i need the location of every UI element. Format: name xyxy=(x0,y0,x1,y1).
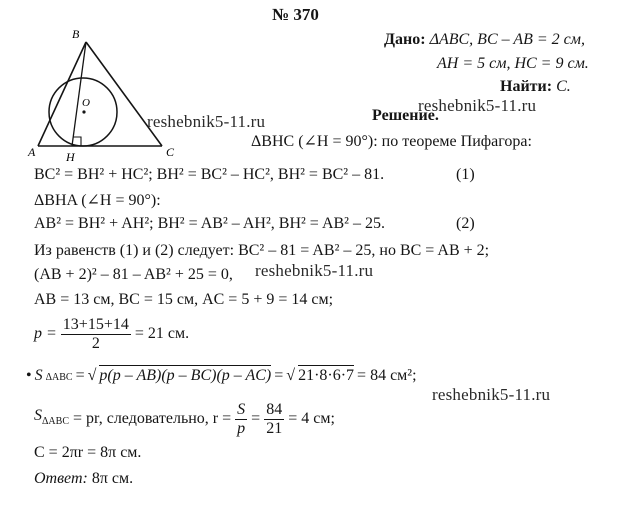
triangle-figure xyxy=(0,0,210,175)
label-c: C xyxy=(166,145,175,159)
watermark-1: reshebnik5-11.ru xyxy=(418,96,537,115)
center-point-o xyxy=(82,110,85,113)
label-o: O xyxy=(82,97,90,109)
solution-line-2: BC² = BH² + HC²; BH² = BC² – HC², BH² = BC² – 81. xyxy=(34,166,385,183)
label-a: A xyxy=(28,145,36,159)
solution-line-4: AB² = BH² + AH²; BH² = AB² – AH², BH² = AB² – 25. xyxy=(34,215,385,232)
given-label: Дано: xyxy=(384,31,426,48)
numeric-radicand: 21·8·6·7 xyxy=(298,367,355,384)
watermark-2: reshebnik5-11.ru xyxy=(147,112,266,131)
fraction-84-over-21: $\frac{84}{21}$ xyxy=(266,400,283,437)
problem-number: № 370 xyxy=(272,5,319,24)
label-h: H xyxy=(66,150,75,164)
semiperimeter-line: p = $\frac{13+15+14}{2}$ = 21 см. xyxy=(34,315,190,352)
label-b: B xyxy=(72,27,80,41)
area-pr-line: $S_{\Delta ABC}$ = pr, следовательно, r = $\frac{S}{p}$ = $\frac{84}{21}$ = 4 см; xyxy=(34,400,335,437)
solution-heading: Решение. xyxy=(372,107,439,124)
answer-label: Ответ: xyxy=(34,470,88,487)
semiperimeter-fraction: $\frac{13+15+14}{2}$ xyxy=(62,315,129,352)
heron-radicand: p(p – AB)(p – BC)(p – AC) xyxy=(99,367,272,384)
solution-line-3: ΔBHA (∠H = 90°): xyxy=(34,192,161,209)
solution-line-1: ΔBHC (∠H = 90°): по теореме Пифагора: xyxy=(251,133,532,150)
solution-line-6: (AB + 2)² – 81 – AB² + 25 = 0, xyxy=(34,266,233,283)
bullet: • xyxy=(26,367,32,384)
given-line-2: AH = 5 см, HC = 9 см. xyxy=(437,55,589,72)
fraction-s-over-p: $\frac{S}{p}$ xyxy=(237,400,246,437)
circumference-line: C = 2πr = 8π см. xyxy=(34,444,142,461)
watermark-4: reshebnik5-11.ru xyxy=(432,385,551,404)
sqrt-sign-2: √ xyxy=(286,367,296,384)
sqrt-sign-1: √ xyxy=(87,367,97,384)
find-line: Найти: C. xyxy=(500,78,571,95)
heron-line: • S ΔABC = √ p(p – AB)(p – BC)(p – AC) = √ 21·8·6·7 = 84 см²; xyxy=(26,367,417,384)
given-line-1: Дано: ΔABC, BC – AB = 2 см, xyxy=(384,31,585,48)
solution-line-5: Из равенств (1) и (2) следует: BC² – 81 = AB² – 25, но BC = AB + 2; xyxy=(34,242,490,259)
find-label: Найти: xyxy=(500,78,553,95)
watermark-3: reshebnik5-11.ru xyxy=(255,261,374,280)
equation-number-2: (2) xyxy=(456,215,475,232)
answer-line xyxy=(34,470,133,488)
solution-line-7: AB = 13 см, BC = 15 см, AC = 5 + 9 = 14 см; xyxy=(34,291,334,308)
equation-number-1: (1) xyxy=(456,166,475,183)
answer-value: 8π см. xyxy=(91,470,134,487)
